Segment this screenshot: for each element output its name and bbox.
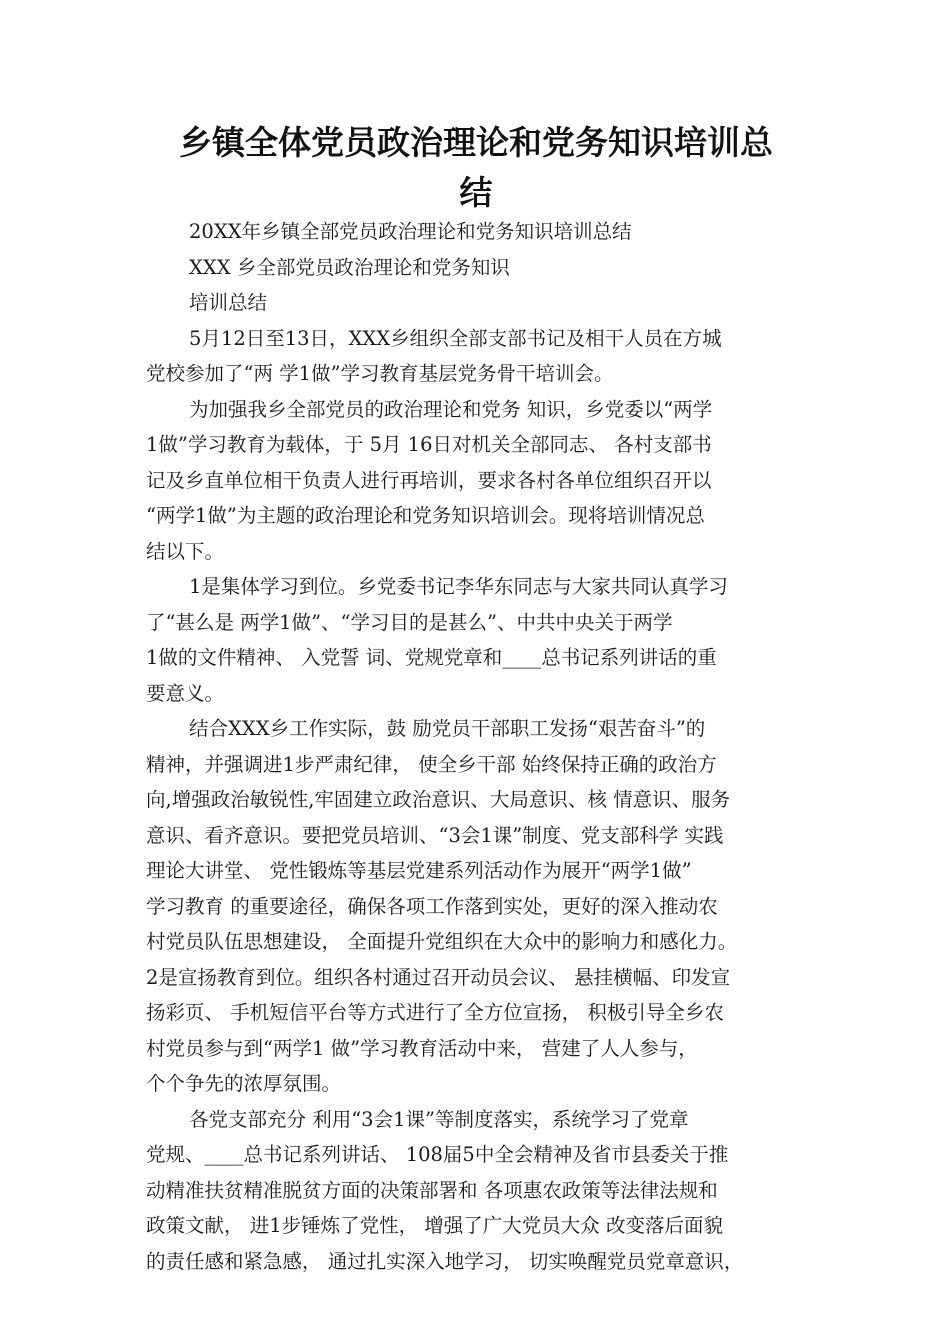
paragraph-line: “两学1做”为主题的政治理论和党务知识培训会。现将培训情况总 <box>146 504 705 527</box>
paragraph-line: 精神，并强调进1步严肃纪律， 使全乡干部 始终保持正确的政治方 <box>146 752 717 776</box>
paragraph-line: 动精准扶贫精准脱贫方面的决策部署和 各项惠农政策等法律法规和 <box>146 1178 718 1202</box>
paragraph-line: 培训总结 <box>189 291 268 314</box>
paragraph-line: 要意义。 <box>146 681 225 705</box>
paragraph-line: XXX 乡全部党员政治理论和党务知识 <box>189 255 510 279</box>
paragraph-line: 记及乡直单位相干负责人进行再培训，要求各村各单位组织召开以 <box>146 468 712 492</box>
paragraph-line: 1做”学习教育为载体，于 5月 16日对机关全部同志、 各村支部书 <box>146 433 712 456</box>
paragraph-line: 结以下。 <box>146 539 225 563</box>
paragraph-line: 2是宣扬教育到位。组织各村通过召开动员会议、 悬挂横幅、印发宣 <box>146 965 731 989</box>
paragraph-line: 5月12日至13日，XXX乡组织全部支部书记及相干人员在方城 <box>189 326 722 350</box>
paragraph-line: 村党员参与到“两学1 做”学习教育活动中来， 营建了人人参与， <box>146 1036 698 1060</box>
paragraph-line: 政策文献， 进1步锤炼了党性， 增强了广大党员大众 改变落后面貌 <box>146 1214 724 1237</box>
paragraph-line: 扬彩页、 手机短信平台等方式进行了全方位宣扬， 积极引导全乡农 <box>146 1001 724 1024</box>
paragraph-line: 1做的文件精神、 入党誓 词、党规党章和____总书记系列讲话的重 <box>146 646 717 669</box>
title-line: 乡镇全体党员政治理论和党务知识培训总 <box>179 123 773 162</box>
paragraph-line: 向,增强政治敏锐性,牢固建立政治意识、大局意识、核 情意识、服务 <box>146 788 731 811</box>
paragraph-line: 个个争先的浓厚氛围。 <box>146 1072 342 1095</box>
document-body <box>146 214 826 1279</box>
paragraph-line: 各党支部充分 利用“3会1课”等制度落实，系统学习了党章 <box>189 1107 689 1131</box>
document-title <box>146 118 806 218</box>
paragraph-line: 意识、看齐意识。要把党员培训、“3会1课”制度、党支部科学 实践 <box>146 823 724 847</box>
paragraph-line: 了“甚么是 两学1做”、“学习目的是甚么”、中共中央关于两学 <box>146 610 673 634</box>
paragraph-line: 的责任感和紧急感， 通过扎实深入地学习， 切实唤醒党员党章意识， <box>146 1249 744 1273</box>
paragraph-line: 村党员队伍思想建设， 全面提升党组织在大众中的影响力和感化力。 <box>146 930 738 953</box>
paragraph-line: 结合XXX乡工作实际，鼓 励党员干部职工发扬“艰苦奋斗”的 <box>189 717 706 740</box>
paragraph-line: 为加强我乡全部党员的政治理论和党务 知识，乡党委以“两学 <box>189 397 713 421</box>
paragraph-line: 学习教育 的重要途径，确保各项工作落到实处，更好的深入推动农 <box>146 894 718 918</box>
paragraph-line: 理论大讲堂、 党性锻炼等基层党建系列活动作为展开“两学1做” <box>146 859 692 882</box>
paragraph-line: 1是集体学习到位。乡党委书记李华东同志与大家共同认真学习 <box>189 575 728 598</box>
paragraph-line: 20XX年乡镇全部党员政治理论和党务知识培训总结 <box>189 220 632 243</box>
paragraph-line: 党校参加了“两 学1做”学习教育基层党务骨干培训会。 <box>146 362 614 385</box>
title-line: 结 <box>459 173 493 212</box>
paragraph-line: 党规、____总书记系列讲话、 108届5中全会精神及省市县委关于推 <box>146 1143 729 1166</box>
